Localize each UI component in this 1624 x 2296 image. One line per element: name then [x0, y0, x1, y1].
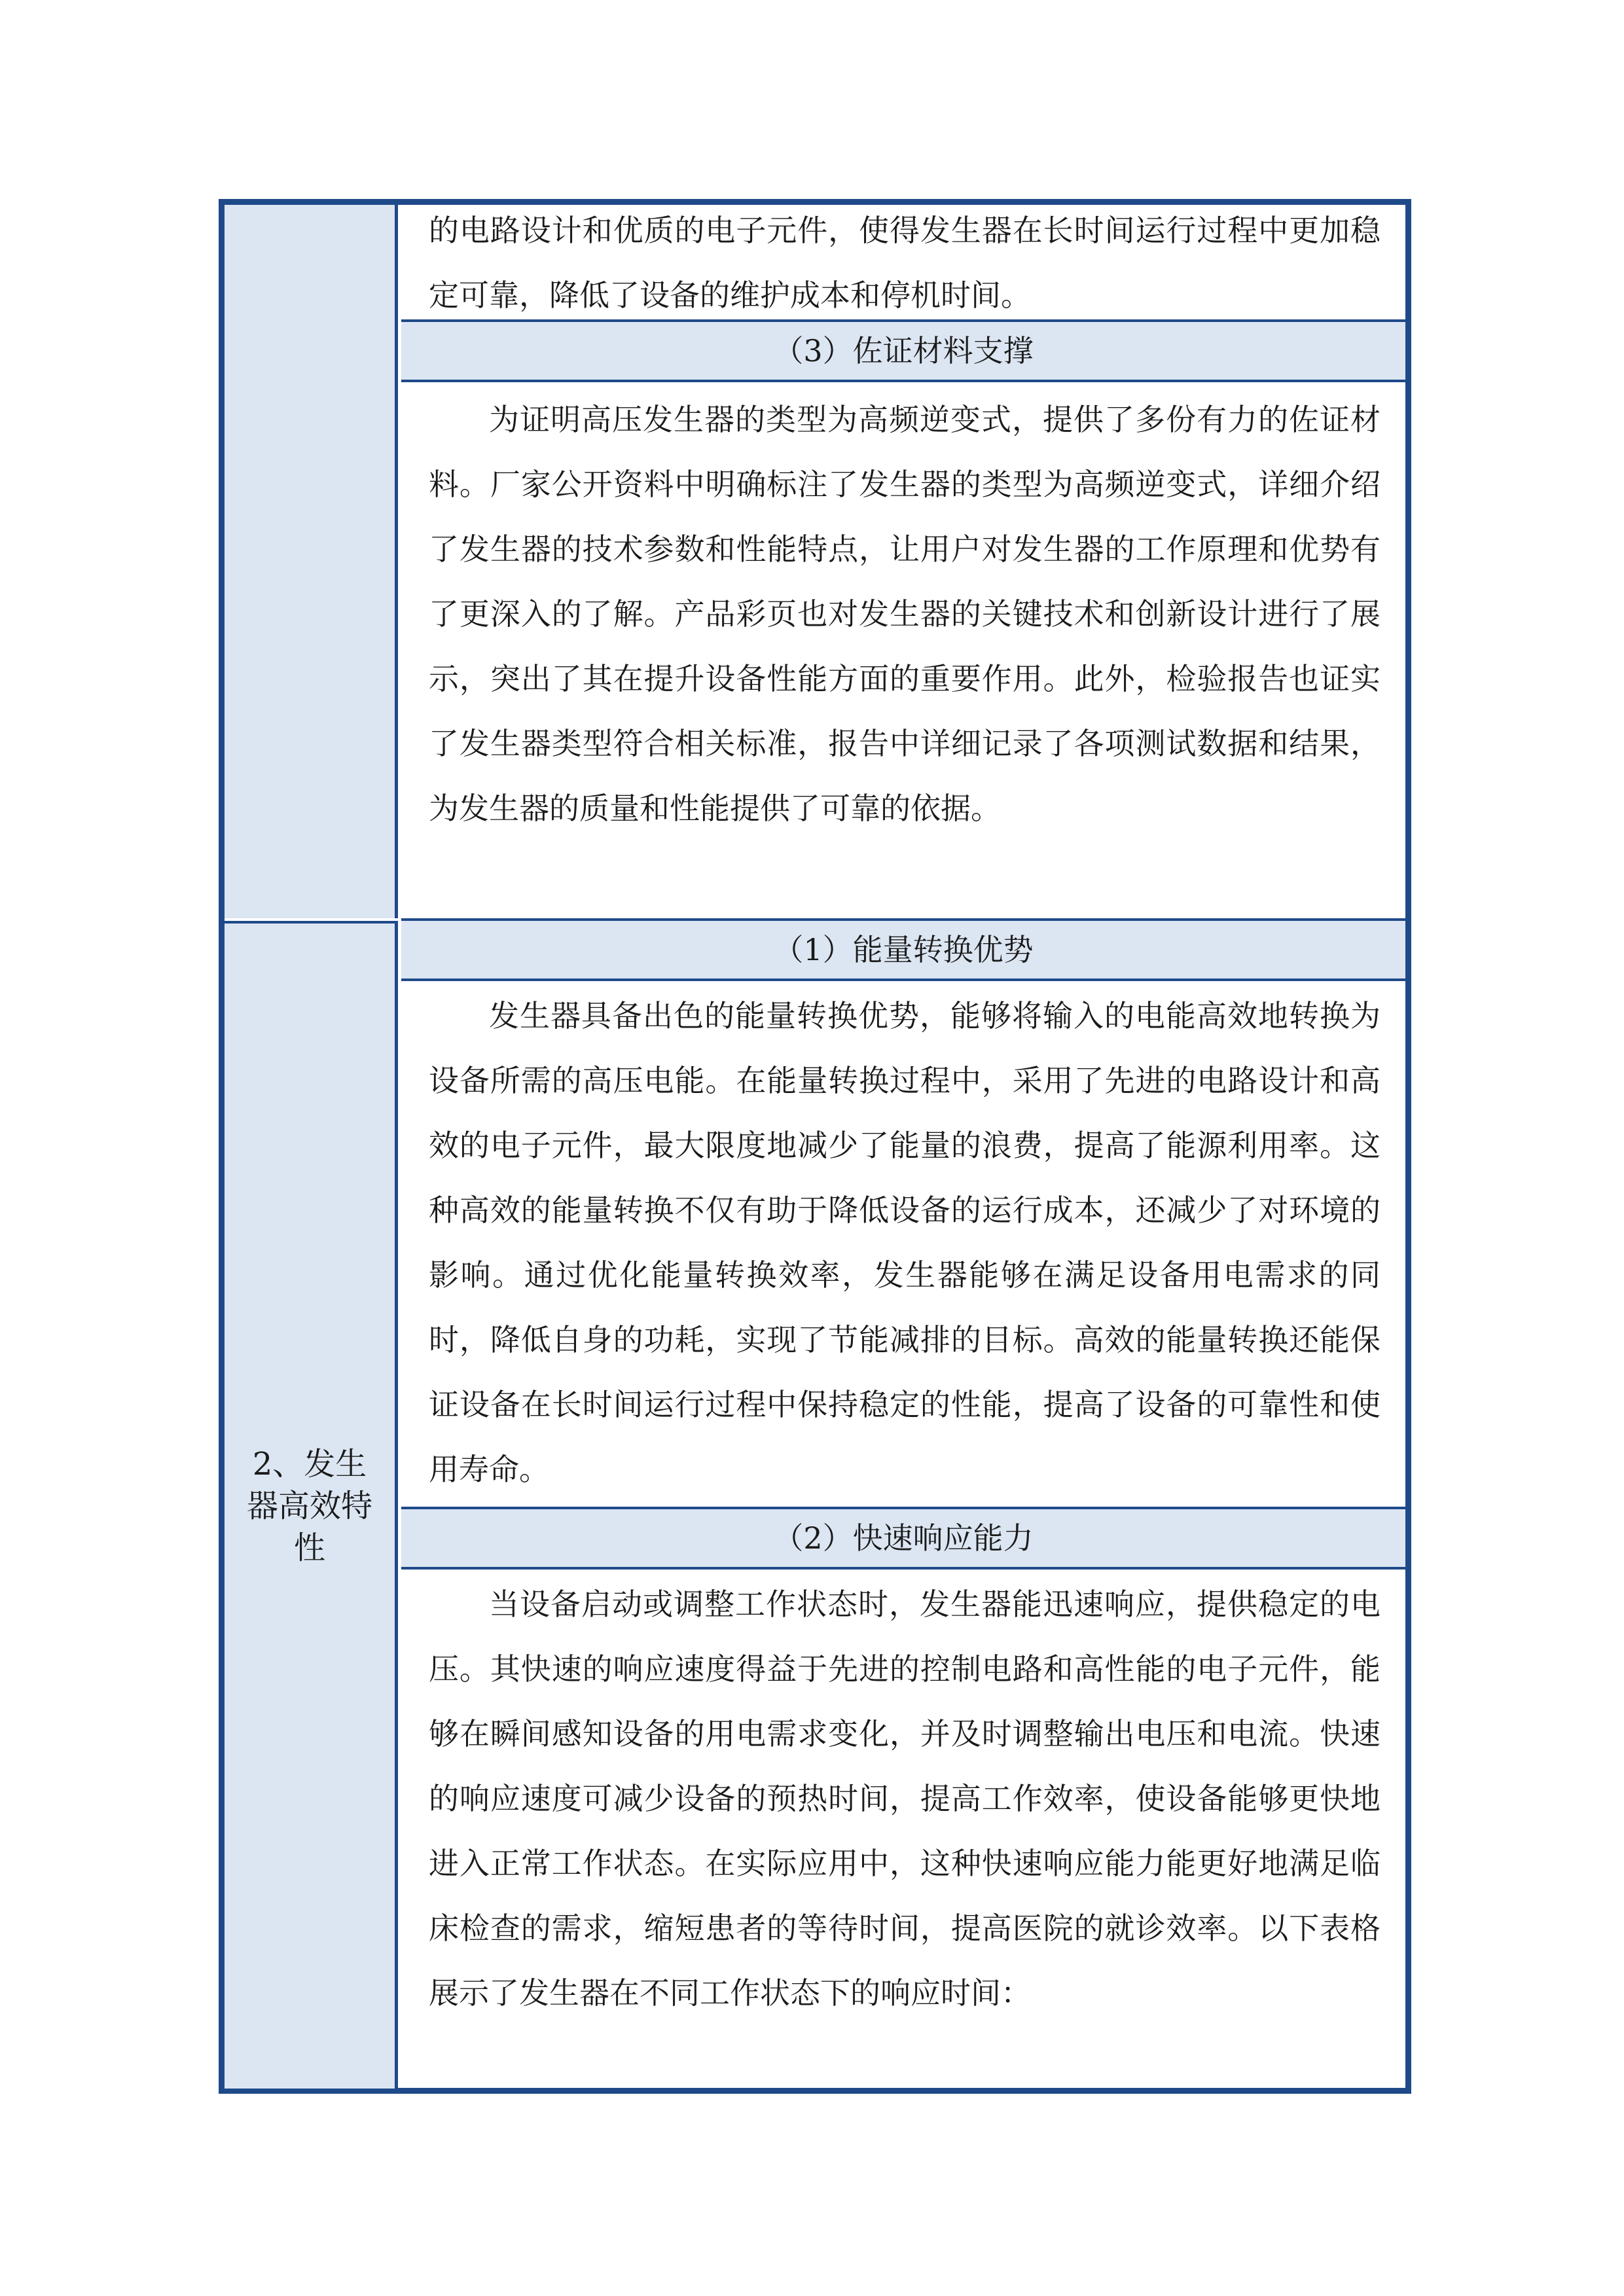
left-column-cell-efficiency	[225, 921, 398, 2089]
feature-table	[219, 199, 1411, 2094]
section-paragraph: 当设备启动或调整工作状态时，发生器能迅速响应，提供稳定的电压。其快速的响应速度得益于先进的控制电路和高性能的电子元件，能够在瞬间感知设备的用电需求变化，并及时调整输出电压和电流。快速的响应速度可减少设备的预热时间，提高工作效率，使设备能够更快地进入正常工作状态。在实际应用中，这种快速响应能力能更好地满足临床检查的需求，缩短患者的等待时间，提高医院的就诊效率。以下表格展示了发生器在不同工作状态下的响应时间：	[429, 1587, 1380, 2011]
section-paragraph: 发生器具备出色的能量转换优势，能够将输入的电能高效地转换为设备所需的高压电能。在能量转换过程中，采用了先进的电路设计和高效的电子元件，最大限度地减少了能量的浪费，提高了能源利用率。这种高效的能量转换不仅有助于降低设备的运行成本，还减少了对环境的影响。通过优化能量转换效率，发生器能够在满足设备用电需求的同时，降低自身的功耗，实现了节能减排的目标。高效的能量转换还能保证设备在长时间运行过程中保持稳定的性能，提高了设备的可靠性和使用寿命。	[429, 998, 1380, 1487]
section-heading-evidence: （3）佐证材料支撑	[401, 319, 1405, 382]
section-heading-fast-response: （2）快速响应能力	[401, 1507, 1405, 1570]
continuation-cell	[401, 205, 1405, 319]
section-body-energy-conversion	[401, 981, 1405, 1507]
section-paragraph: 为证明高压发生器的类型为高频逆变式，提供了多份有力的佐证材料。厂家公开资料中明确标注了发生器的类型为高频逆变式，详细介绍了发生器的技术参数和性能特点，让用户对发生器的工作原理和优势有了更深入的了解。产品彩页也对发生器的关键技术和创新设计进行了展示，突出了其在提升设备性能方面的重要作用。此外，检验报告也证实了发生器类型符合相关标准，报告中详细记录了各项测试数据和结果，为发生器的质量和性能提供了可靠的依据。	[429, 402, 1380, 826]
section-body-fast-response	[401, 1570, 1405, 2093]
section-body-evidence	[401, 382, 1405, 916]
left-column-label-efficiency: 2、发生器高效特性	[246, 1446, 372, 1566]
continuation-paragraph: 的电路设计和优质的电子元件，使得发生器在长时间运行过程中更加稳定可靠，降低了设备的维护成本和停机时间。	[429, 213, 1380, 313]
section-heading-energy-conversion: （1）能量转换优势	[401, 918, 1405, 981]
left-column-cell-continued	[225, 205, 398, 918]
